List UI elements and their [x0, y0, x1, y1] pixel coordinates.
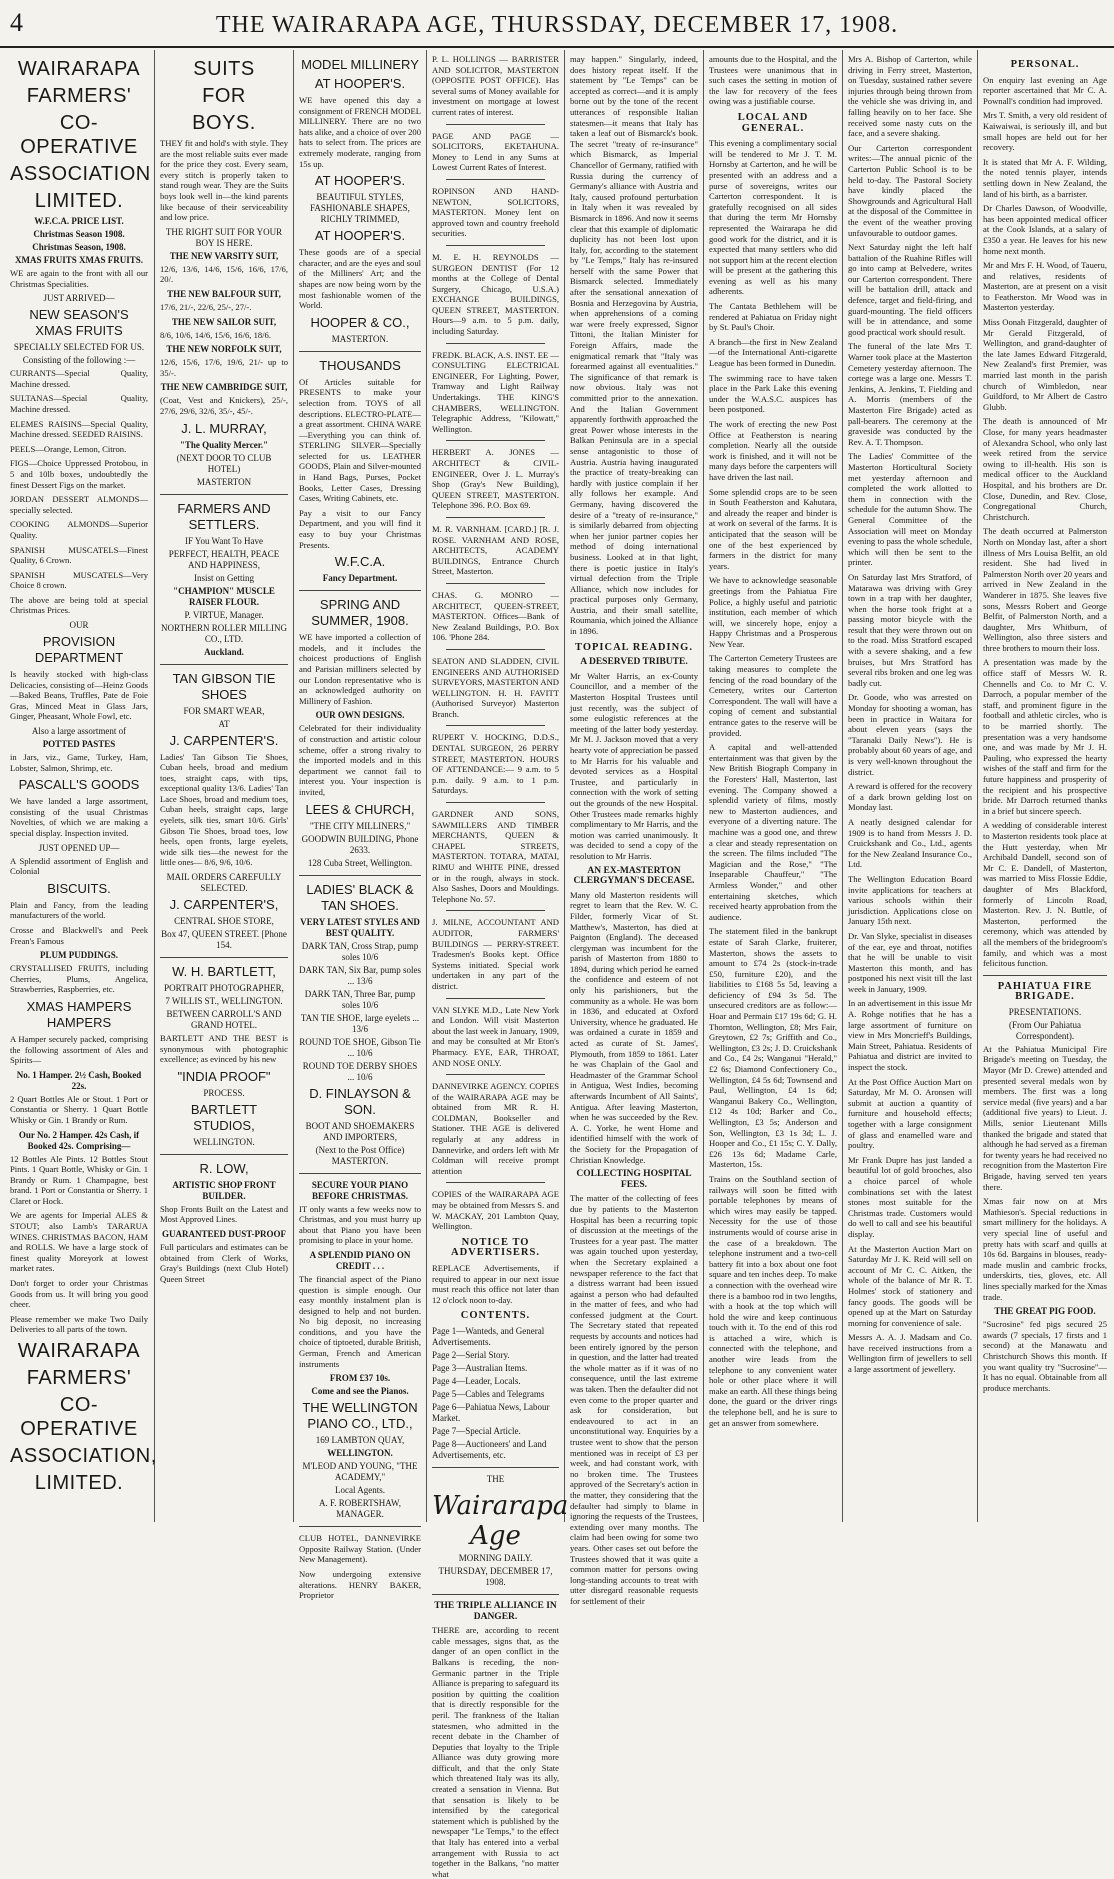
- finlayson-name: D. FINLAYSON & SON.: [309, 1085, 411, 1117]
- business-card: SEATON AND SLADDEN, CIVIL ENGINEERS AND AUTHORISED SURVEYORS, MASTERTON AND WELLINGTON. H. H. FAVITT (Authorised Surveyor) Masterton Branch.: [432, 655, 559, 719]
- divider: [160, 664, 288, 665]
- shoe-price-line: ROUND TOE DERBY SHOES ... 10/6: [302, 1060, 418, 1082]
- india-proof: "INDIA PROOF": [177, 1068, 271, 1084]
- suit-model-name: THE NEW SAILOR SUIT,: [171, 316, 277, 327]
- biscuits-text: Plain and Fancy, from the leading manufacturers of the world.: [10, 899, 148, 921]
- local-agents: Local Agents.: [335, 1485, 385, 1496]
- opened-label: JUST OPENED UP—: [38, 842, 120, 853]
- local-para: At the Post Office Auction Mart on Saturday, Mr M. O. Aronsen will submit at auction a quantity of furniture and household effects; together with a large consignment of glass and enamelled ware and poultry.: [848, 1076, 972, 1151]
- spring-text: WE have imported a collection of models, and it includes the choicest productions of English and Parisian milliners selected by our London representative who is an acknowledged authority on Millinery of Fashion.: [299, 632, 421, 706]
- notice-text: REPLACE Advertisements, if required to appear in our next issue must reach this office not later than 12 o'clock noon to-day.: [432, 1263, 559, 1305]
- shoe-price-line: DARK TAN, Three Bar, pump soles 10/6: [304, 988, 416, 1010]
- local-para: Dr. Van Slyke, specialist in diseases of the ear, eye and throat, notifies that he will be unable to visit Masterton this month, and has postponed his next visit till the last week in January, 1909.: [848, 930, 972, 994]
- hamper-1-items: 2 Quart Bottles Ale or Stout. 1 Port or Constantia or Sherry. 1 Quart Bottle Whisky or Gin. 1 Brandy or Rum.: [10, 1093, 148, 1125]
- divider: [299, 1173, 421, 1174]
- suit-model-prices: 12/6, 13/6, 14/6, 15/6, 16/6, 17/6, 20/.: [160, 263, 288, 285]
- fruit-item: COOKING ALMONDS—Superior Quality.: [10, 519, 148, 540]
- suit-model-prices: 8/6, 10/6, 14/6, 15/6, 16/6, 18/6.: [160, 329, 272, 340]
- above-text: The above are being told at special Christmas Prices.: [10, 594, 148, 616]
- designs-text: Celebrated for their individuality of construction and artistic colour scheme, offer a strong rivalry to the imported models and in this department we cannot fail to interest you. Your inspection is invited,: [299, 723, 421, 797]
- wfca-heading-line: WAIRARAPA: [17, 58, 141, 80]
- suits-heading-line: BOYS.: [192, 112, 256, 134]
- fruit-item: ELEMES RAISINS—Special Quality, Machine dressed. SEEDED RAISINS.: [10, 418, 148, 440]
- champion-flour: "CHAMPION" MUSCLE RAISER FLOUR.: [173, 585, 275, 607]
- portrait-line: PORTRAIT PHOTOGRAPHER,: [164, 983, 284, 994]
- business-card: M. E. H. REYNOLDS — SURGEON DENTIST (For 12 months at the College of Dental Surgery, Chicago, U.S.A.) EXCHANGE BUILDINGS, QUEEN STREET, MASTERTON. Hours—9 a.m. to 5 p.m. daily, including Saturday.: [432, 251, 559, 337]
- thousands-heading: THOUSANDS: [319, 357, 401, 373]
- presentations-heading: PRESENTATIONS.: [1008, 1006, 1082, 1017]
- fruit-item: SPANISH MUSCATELS—Finest Quality, 6 Crown.: [10, 544, 148, 566]
- fees-continued: amounts due to the Hospital, and the Trustees were unanimous that in such cases the setting in motion of the law for recovery of the fees owing was a justifiable course.: [709, 54, 837, 107]
- carpenter-name: J. CARPENTER'S,: [169, 897, 279, 913]
- local-para: The Wellington Education Board invite applications for teachers at various schools within their jurisdiction. Applications close on January 15th next.: [848, 873, 972, 927]
- process-label: PROCESS.: [203, 1087, 245, 1098]
- fruit-item: SULTANAS—Special Quality, Machine dressed.: [10, 393, 148, 414]
- column-6-local-general: [709, 54, 837, 1522]
- auckland-label: Auckland.: [204, 646, 244, 657]
- wfca-heading-line: ASSOCIATION: [10, 163, 151, 185]
- northern-mill: NORTHERN ROLLER MILLING CO., LTD.: [161, 622, 287, 644]
- model-millinery-heading: MODEL MILLINERY: [301, 57, 419, 72]
- local-para: Mrs A. Bishop of Carterton, while driving in Ferry street, Masterton, on Tuesday, sustained rather severe injuries through being thrown from the vehicle she was driving in, and falling heavily on to her face. She received some nasty cuts on the face, and a severe shaking.: [848, 54, 972, 139]
- perfect-line: PERFECT, HEALTH, PEACE AND HAPPINESS,: [168, 548, 280, 570]
- pig-food-text: "Sucrosine" fed pigs secured 25 awards (7 specials, 17 firsts and 1 second) at the Manawatu and Christchurch Shows this month. If you want quality try "Sucrosine"—It has no equal. Obtainable from all produce merchants.: [983, 1319, 1107, 1393]
- divider: [446, 517, 545, 518]
- just-arrived: JUST ARRIVED—: [43, 293, 115, 304]
- local-para: In an advertisement in this issue Mr A. Rohge notifies that he has a large assortment of furniture on view in Mrs Moncrieff's Buildings, Main Street, Pahiatua. Residents of Pahiatua and district are invited to inspect the stock.: [848, 998, 972, 1073]
- cuba-line: 128 Cuba Street, Wellington.: [307, 857, 413, 868]
- splendid-text: A Splendid assortment of English and Colonial: [10, 855, 148, 877]
- local-para: Some splendid crops are to be seen in South Featherston and Kahutara, and already the reaper and binder is at work on several of the farms. It is anticipated that the season will be one of the best experienced by farmers in the district for many years.: [709, 486, 837, 571]
- wellington-piano-co: THE WELLINGTON PIANO CO., LTD.,: [302, 1400, 418, 1432]
- fruit-item: SPANISH MUSCATELS—Very Choice 8 crown.: [10, 569, 148, 591]
- dont-forget: Don't forget to order your Christmas Goods from us. It will bring you good cheer.: [10, 1278, 148, 1310]
- divider: [446, 1182, 545, 1183]
- local-general-heading: LOCAL AND GENERAL.: [737, 111, 809, 134]
- personal-para: Mrs T. Smith, a very old resident of Kaiwaiwai, is seriously ill, and but small hopes are held out for her recovery.: [983, 110, 1107, 153]
- divider: [446, 998, 545, 999]
- city-milliners: "THE CITY MILLINERS,": [309, 820, 411, 831]
- suits-heading-line: SUITS: [193, 58, 255, 80]
- local-para: A branch—the first in New Zealand —of the International Anti-cigarette League has been formed in Dunedin.: [709, 336, 837, 369]
- clergy-heading: AN EX-MASTERTON CLERGYMAN'S DECEASE.: [573, 865, 695, 887]
- at-label: AT: [218, 718, 230, 729]
- divider: [432, 1467, 559, 1468]
- local-para: The Carterton Cemetery Trustees are taking measures to complete the fencing of the road boundary of the Cemetery, writes our Carterton Correspondent. The wall will have a coping of cement and substantial entrance gates to the reserve will be provided.: [709, 653, 837, 738]
- willis-line: 7 WILLIS ST., WELLINGTON.: [165, 996, 283, 1007]
- divider: [299, 590, 421, 591]
- divider: [446, 343, 545, 344]
- biscuits-heading: BISCUITS.: [47, 880, 111, 896]
- business-card: PAGE AND PAGE — SOLICITORS, EKETAHUNA. Money to Lend in any Sums at Lowest Current Rates of Interest.: [432, 130, 559, 173]
- mail-orders: MAIL ORDERS CAREFULLY SELECTED.: [166, 872, 282, 894]
- credit-text: The financial aspect of the Piano question is simple enough. Our easy monthly instalment plan is designed to help and not burden. No big deposit, no increasing conditions, and you have the choice of tiptoeted, durable British, German, French and American instruments: [299, 1273, 421, 1369]
- contents-item: Page 1—Wanteds, and General Advertisements.: [432, 1325, 545, 1347]
- business-card: COPIES of the WAIRARAPA AGE may be obtained from Messrs S. and W. MACKAY, 201 Lambton Quay, Wellington.: [432, 1189, 559, 1232]
- fees-text: The matter of the collecting of fees due by patients to the Masterton Hospital has been a recurring topic of discussion at the meetings of the Trustees for a year past. The matter was again touched upon yesterday, when the Secretary explained a newspaper reference to the fact that a distress warrant had been issued against a person who had defaulted in the matter of fees, and who had confessed judgment at the Court. The Secretary stated that repeated requests by accounts and notices had been entirely ignored by the person in question, and the latter had treated the whole matter as if it was of no consequence, until the last extreme was taken. Then the defaulter did not even come to the proper quarter and ask for consideration, but endeavoured to act in an unconstitutional way. Enquiries by a trustee went to show that the person mentioned was in receipt of £3 per week, and had constant work, with no broken time. The Trustees approved of the Secretary's action in the matter, they considering that the defaulter had simply to blame in ignoring the requests of the Trustees, extending over many months. The claim had been owing for some two years. Other cases set out before the Trustees showed that it was quite a common matter for persons owing long-standing accounts to treat with utter disregard reasonable requests for settlement of their: [570, 1193, 698, 1606]
- column-rule: [564, 50, 565, 1522]
- local-para: The statement filed in the bankrupt estate of Sarah Clarke, fruiterer, Masterton, shows the assets to amount to £74 2s (stock-in-trade £50, furniture £20), and the liabilities to £168 5s 5d, leaving a deficiency of £94 3s 5d. The unsecured creditors are as follow:—Hoar and Permain £17 19s 6d; G. H. Thornton, Wellington, £8; Mrs Fair, Greytown, £2 7s; Griffith and Co., Wellington, £3 2s; J. D. Cruickshank and Co., £4 2s; Wanganui "Herald," £2 6s; Diamond Confectionery Co., Wellington, £4 5s 6d; Townsend and Paul, Wellington, £4 1s 6d; Wanganui Bakery Co., Wellington, £12 4s 10d; Barker and Co., Wellington, £3 5s; Anderson and Son, Wellington, £3 1s 3d; L. J. Hooper and Co., £1 15s; C. Y. Dally, £26 13s 6d; Madame Carle, Masterton, 15s.: [709, 926, 837, 1170]
- local-para: This evening a complimentary social will be tendered to Mr J. T. M. Hornsby at Carterton, and he will be presented with an address and a purse of sovereigns, writes our Carterton correspondent. It is gratefully recognised on all sides that during the term Mr Hornsby represented the Wairarapa he did good work for the district, and it is expected that many settlers who did not support him at the recent election will be present at the gathering this evening as well as his many adherents.: [709, 138, 837, 297]
- notice-heading: NOTICE TO ADVERTISERS.: [451, 1236, 540, 1259]
- business-card: CHAS. G. MONRO — ARCHITECT, QUEEN-STREET, MASTERTON. Offices—Bank of New Zealand Buildings, P.O. Box 106. 'Phone 284.: [432, 589, 559, 643]
- issue-date: THURSDAY, DECEMBER 17, 1908.: [438, 1565, 553, 1587]
- wellington-label: WELLINGTON.: [193, 1136, 255, 1147]
- wfca-heading-line: LIMITED.: [34, 190, 124, 212]
- local-para: At the Masterton Auction Mart on Saturday Mr J. K. Reid will sell on account of Mr C. C. Aitken, the whole of the balance of Mr R. T. Holmes' stock of stationery and fancy goods. The goods will be opened up at the Mart on Saturday morning for convenience of sale.: [848, 1243, 972, 1328]
- local-para: Our Carterton correspondent writes:—The annual picnic of the Carterton Public School is to be held to-day. The Pastoral Society have kindly placed the Showgrounds and Agricultural Hall at the disposal of the Committee in the event of the weather proving unfavourable to outdoor games.: [848, 142, 972, 238]
- business-card: VAN SLYKE M.D., Late New York and London. Will visit Masterton about the last week in January, 1909, and may be consulted at Mr Eton's Pharmacy. EYE, EAR, THROAT, AND NOSE ONLY.: [432, 1004, 559, 1068]
- splendid-piano: A SPLENDID PIANO ON CREDIT . . .: [309, 1249, 411, 1271]
- local-para: Mr Frank Dupre has just landed a beautiful lot of gold brooches, also a choice parcel of whole combinations set with the latest stones most suitable for the Christmas trade. Customers would do well to call and see his beautiful display.: [848, 1154, 972, 1239]
- full-particulars: Full particulars and estimates can be obtained from Clerk of Works, Gray's Buildings (next Club Hotel) Queen Street: [160, 1242, 288, 1284]
- designs-heading: OUR OWN DESIGNS.: [315, 710, 405, 721]
- latest-styles: VERY LATEST STYLES AND BEST QUALITY.: [300, 916, 420, 938]
- personal-para: A presentation was made by the office staff of Messrs W. R. Chennells and Co. to Mr C. V. Darroch, a popular member of the staff, and prominent figure in the football and athletic circles, who is to be married shortly. The presentation was a very handsome one, and was made by Mr J. H. Pauling, who expressed the hearty wishes of the staff and firm for the future happiness and prosperity of the recipient and his prospective bride. Mr Darroch returned thanks in a brief but sincere speech.: [983, 657, 1107, 816]
- wfca-footer-line: ASSOCIATION,: [10, 1445, 157, 1467]
- specially-selected: SPECIALLY SELECTED FOR US.: [13, 342, 145, 353]
- local-para: The work of erecting the new Post Office at Featherston is nearing completion. Nearly all the outside work is finished, and it will not be many days before the carpenters will have driven the last nail.: [709, 419, 837, 482]
- next-door: (NEXT DOOR TO CLUB HOTEL): [176, 452, 272, 474]
- business-card: GARDNER AND SONS, SAWMILLERS AND TIMBER MERCHANTS, QUEEN & CHAPEL STREETS, MASTERTON. TOTARA, MATAI, RIMU and WHITE PINE, dressed or in the rough, always in stock. Also Sashes, Doors and Mouldings. Telephone No. 57.: [432, 809, 559, 904]
- wfca-footer-line: FARMERS': [26, 1367, 132, 1389]
- personal-para: Dr Charles Dawson, of Woodville, has been appointed medical officer at the Cook Islands, at a salary of £350 a year. He leaves for his new home next month.: [983, 203, 1107, 256]
- price-list-heading: W.F.C.A. PRICE LIST.: [34, 216, 124, 226]
- pascall-heading: PASCALL'S GOODS: [18, 777, 140, 793]
- shoe-price-line: DARK TAN, Six Bar, pump soles ... 13/6: [299, 964, 422, 986]
- suit-model-name: THE NEW NORFOLK SUIT,: [166, 344, 282, 355]
- next-post: (Next to the Post Office) MASTERTON.: [315, 1144, 405, 1166]
- business-card: DANNEVIRKE AGENCY. COPIES of the WAIRARAPA AGE may be obtained from MR R. H. COLDMAN, Bookseller and Stationer. THE AGE is delivered regularly at any address in Dannevirke, and orders left with Mr Coldman will receive prompt attention: [432, 1081, 559, 1176]
- morning-daily: MORNING DAILY.: [458, 1552, 533, 1563]
- column-rule: [426, 50, 427, 1522]
- suit-model-name: THE NEW CAMBRIDGE SUIT,: [160, 382, 288, 393]
- carpenter-name: J. CARPENTER'S.: [169, 732, 279, 748]
- hamper-2-items: 12 Bottles Ale Pints. 12 Bottles Stout Pints. 1 Quart Bottle, Whisky or Gin. 1 Brandy or Rum. 1 Champagne, best brand. 1 Port or Constantia or Sherry. 1 Claret or Hock.: [10, 1153, 148, 1206]
- column-7-local-continued: [848, 54, 972, 1522]
- guaranteed-line: GUARANTEED DUST-PROOF: [162, 1229, 286, 1239]
- local-para: We have to acknowledge seasonable greetings from the Pahiatua Fire Police, a highly useful and patriotic institution, each member of which will, we sincerely hope, enjoy a Happy Christmas and a Prosperous New Year.: [709, 575, 837, 649]
- local-para: A capital and well-attended entertainment was that given by the New British Biograph Company in the Foresters' Hall, Masterton, last evening. The Company showed a splendid variety of films, mostly new to Masterton audiences, and everyone of a diverting nature. The machine was a good one, and threw a clear and steady representation on the screen. The films included "The Magician and the Rose," "The Inseparable Chauffeur," "The Armless Wonder," and other entertaining sketches, which received hearty approbation from the audience.: [709, 742, 837, 922]
- wfca-heading-line: FARMERS': [26, 85, 132, 107]
- fruit-item: FIGS—Choice Uppressed Protobou, in 5 and 10lb boxes, undoubtedly the finest Dessert Figs on the market.: [10, 458, 148, 490]
- local-para: The funeral of the late Mrs T. Warner took place at the Masterton Cemetery yesterday afternoon. The cortege was a large one. Messrs T. Jenkins, A. Jenkins, T. Fielding and A. Morris (members of the Masterton Fire Brigade) acted as pall-bearers. The ceremony at the graveside was conducted by the Rev. A. T. Thompson.: [848, 341, 972, 447]
- farmers-heading: FARMERS AND SETTLERS.: [177, 500, 271, 532]
- local-para: The swimming race to have taken place in the Park Lake this evening under the W.A.S.C. auspices has been postponed.: [709, 372, 837, 415]
- contents-item: Page 4—Leader, Locals.: [432, 1375, 521, 1386]
- best-text: BARTLETT AND THE BEST is synonymous with photographic excellence; as evinced by his new: [160, 1033, 288, 1065]
- xmas-fruits-line: XMAS FRUITS XMAS FRUITS.: [14, 255, 143, 265]
- season-line: Christmas Season, 1908.: [32, 242, 126, 252]
- artistic-line: ARTISTIC SHOP FRONT BUILDER.: [172, 1179, 276, 1201]
- smart-wear: FOR SMART WEAR,: [183, 705, 265, 716]
- carpenter-text: Ladies' Tan Gibson Tie Shoes, Cuban heels, broad and medium toes, straight caps, with tips, exceptional quality 13/6. Ladies' Tan Lace Shoes, broad and medium toes, Cuban heels, straight caps, large eyelets, silk ties, smart 10/6. Girls' Gibson Tie Shoes, broad toes, low heels, open fronts, large eyelets, wide silk ties—the newest for the little ones— 8/6, 9/6, 10/6.: [160, 751, 288, 868]
- clergy-text: Many old Masterton residents will regret to learn that the Rev. W. C. Filder, formerly Vicar of St. Matthew's, Masterton, has died at Paignton (England). The deceased clergyman was incumbent for the parish of Masterton from 1880 to 1894, during which period he earned the confidence and esteem of not only his parishioners, but the community as a whole. He was born in 1836, and educated at Oxford University, whence he graduated. He was ordained a curate in 1859 and acted as curate of St. James', Plymouth, from 1859 to 1861. Later he was Chaplain of the Gaol and Headmaster of the Grammar School in Antigua, West Indies, becoming afterwards Incumbent of All Saints', Antigua. After leaving Masterton, when he was succeeded by the Rev. A. C. Yorke, he went Home and identified himself with the work of the Society for the Propagation of Christian Knowledge.: [570, 889, 698, 1165]
- agents-text: We are agents for Imperial ALES & STOUT; also Lamb's TARARUA WINES. CHRISTMAS BACON, HAM and ROLLS. We have a large stock of finest quality Moreyork at lowest market rates.: [10, 1210, 148, 1274]
- column-4-cards-editorial: [432, 54, 569, 1879]
- secure-piano-heading: SECURE YOUR PIANO BEFORE CHRISTMAS.: [311, 1179, 409, 1201]
- column-rule: [977, 50, 978, 1522]
- divider: [299, 1526, 421, 1527]
- fancy-department: Fancy Department.: [322, 573, 398, 584]
- personal-para: On enquiry last evening an Age reporter ascertained that Mr C. A. Pownall's condition had improved.: [983, 74, 1107, 106]
- plum-heading: PLUM PUDDINGS.: [40, 950, 118, 961]
- divider: [983, 975, 1107, 976]
- page-number: 4: [10, 8, 23, 37]
- triple-alliance-continued: may happen." Singularly, indeed, does history repeat itself. If the statement by "Le Temps" can be accepted as correct—and it is amply borne out by the tone of the recent utterances of responsible Italian statesmen—it means that Italy has taken a leaf out of Bismarck's book. The secret "treaty of re-insurance" which Bismarck, as Imperial Chancellor of Germany, ratified with Russia during the currency of Germany's alliance with Austria and Italy, caused profound perturbation in Italy when it was revealed by Bismarck in 1896. And now it seems clear that this example of diplomatic duplicity has not been lost upon Italy, for, according to the statement by "Le Temps," Italy has re-insured herself with the same Power that Bismarck selected. Immediately after the sensational annexation of Bosnia and Herzegovina by Austria, when apprehensions of a coming war were freely expressed, Signor Tittoni, the Italian Minister for Foreign Affairs, made the enigmatical remark that "Italy was forearmed against all eventualities." The significance of that remark is now obvious. Italy was not committed prior to the annexation. And the Italian Government apparently forthwith approached the great Power whose interests in the Balkan Peninsula are in a special sense antagonistic to those of Austria. Austria having inaugurated the practice of treaty-breaking can hardly with justice complain if her ally follows her example. And Germany, having discovered the desire of a "treaty of re-insurance," is similarly debarred from objecting when her junior partner copies her method of doing international business. Looked at in that light, there is poetic justice in Italy's virtual defection from the Triple Alliance, which now includes for practical purposes only Germany, Austria, and their small satellite, Roumania, which joined the Alliance in 1896.: [570, 54, 698, 637]
- divider: [446, 179, 545, 180]
- goodwin-line: GOODWIN BUILDING, Phone 2633.: [301, 833, 419, 855]
- divider: [446, 440, 545, 441]
- local-para: The Cantata Bethlehem will be rendered at Pahiatua on Friday night by St. Paul's Choir.: [709, 301, 837, 333]
- deserved-heading: A DESERVED TRIBUTE.: [580, 657, 688, 668]
- suit-model-prices: (Coat, Vest and Knickers), 25/-, 27/6, 29/6, 32/6, 35/-, 45/-.: [160, 395, 288, 416]
- new-season-heading: NEW SEASON'S XMAS FRUITS: [29, 307, 129, 339]
- shoe-price-line: ROUND TOE SHOE, Gibson Tie ... 10/6: [299, 1036, 421, 1058]
- contents-heading: CONTENTS.: [460, 1310, 531, 1322]
- personal-para: A wedding of considerable interest to Masterton residents took place at the Hutt yesterday, when Mr Archibald Dandell, second son of Mr C. E. Dandell, of Masterton, was married to Miss Flossie Eddie, daughter of Mrs Blackford, formerly of Lincoln Road, Masterton. Rev. J. N. Buttle, of Masterton, performed the ceremony, which was attended by all the members of the bridegroom's family, and which was a most felicitous function.: [983, 820, 1107, 969]
- personal-heading: PERSONAL.: [1010, 59, 1080, 70]
- wfca-footer-line: LIMITED.: [34, 1472, 124, 1494]
- personal-para: Miss Oonah Fitzgerald, daughter of Mr Gerald Fitzgerald, of Wellington, and grand-daughter of the late James Edward Fitzgerald, New Zealand's first Premier, was married last month in the parish church of Wimbledon, near Guildford, to Mr Albert de Castro Glubb.: [983, 317, 1107, 412]
- come-see: Come and see the Pianos.: [311, 1386, 409, 1397]
- local-para: A neatly designed calendar for 1909 is to hand from Messrs J. D. Cruickshank and Co., Ltd., agents for the New Zealand Insurance Co., Ltd.: [848, 816, 972, 870]
- divider: [446, 1074, 545, 1075]
- wfca-label: W.F.C.A.: [334, 554, 386, 570]
- tan-shoes-heading: TAN GIBSON TIE SHOES: [172, 670, 276, 702]
- triple-alliance-heading: THE TRIPLE ALLIANCE IN DANGER.: [434, 1600, 557, 1622]
- masthead: [0, 0, 1114, 48]
- masterton-label: MASTERTON.: [331, 333, 389, 344]
- right-suit: THE RIGHT SUIT FOR YOUR BOY IS HERE.: [165, 226, 283, 248]
- at-hoopers: AT HOOPER'S.: [314, 228, 406, 244]
- business-card: RUPERT V. HOCKING, D.D.S., DENTAL SURGEON, 26 PERRY STREET, MASTERTON. HOURS OF ATTENDANCE:— 9 a.m. to 5 p.m. daily. 9 a.m. to 1 p.m. Saturdays.: [432, 732, 559, 796]
- hamper-2: Our No. 2 Hamper. 42s Cash, if Booked 42s. Comprising—: [18, 1129, 140, 1151]
- intro-text: WE are again to the front with all our Christmas Specialities.: [10, 268, 148, 289]
- column-rule: [154, 50, 155, 1522]
- season-line: Christmas Season 1908.: [33, 229, 125, 239]
- business-card: ROPINSON AND HAND-NEWTON, SOLICITORS, MASTERTON. Money lent on approved town and country freehold securities.: [432, 185, 559, 239]
- divider: [446, 649, 545, 650]
- potted-text: in Jars, viz., Game, Turkey, Ham, Lobster, Salmon, Shrimp, etc.: [10, 752, 148, 773]
- contents-item: Page 2—Serial Story.: [432, 1349, 510, 1360]
- potted-intro: Also a large assortment of: [31, 726, 127, 737]
- divider: [446, 802, 545, 803]
- fruit-item: CURRANTS—Special Quality, Machine dressed.: [10, 368, 148, 389]
- bartlett-name: W. H. BARTLETT,: [172, 964, 276, 980]
- divider: [446, 910, 545, 911]
- deserved-text: Mr Walter Harris, an ex-County Councillor, and a member of the Masterton Hospital Trustees until just recently, was the subject of some eulogistic references at the meeting of the latter body yesterday. Mr M. J. Jackson moved that a very hearty vote of appreciation be passed to Mr Harris for his valuable and devoted services as a Hospital Trustee, and particularly in connection with the work of setting out the grounds of the new Hospital. Other Trustees made remarks highly complimentary to Mr Harris, and the motion was carried unanimously. It was decided to send a copy of the resolution to Mr Harris.: [570, 670, 698, 861]
- divider: [160, 1154, 288, 1155]
- divider: [446, 124, 545, 125]
- masterton-label: MASTERTON: [196, 476, 252, 487]
- local-para: A reward is offered for the recovery of a dark brown gelding lost on Monday last.: [848, 781, 972, 813]
- robertshaw: A. F. ROBERTSHAW, MANAGER.: [319, 1498, 401, 1520]
- local-para: Messrs A. A. J. Madsam and Co. have received instructions from a Wellington firm of jewellers to sell a large assortment of jewellery.: [848, 1332, 972, 1375]
- suit-model-prices: 17/6, 21/-, 22/6, 25/-, 27/-.: [160, 301, 252, 312]
- provision-heading: PROVISION DEPARTMENT: [34, 634, 124, 666]
- wfca-footer-line: CO-OPERATIVE: [20, 1394, 138, 1440]
- boot-line: BOOT AND SHOEMAKERS AND IMPORTERS,: [305, 1120, 415, 1142]
- divider: [446, 583, 545, 584]
- beautiful-styles: BEAUTIFUL STYLES, FASHIONABLE SHAPES, RICHLY TRIMMED,: [310, 192, 410, 225]
- murray-name: J. L. MURRAY,: [181, 420, 267, 436]
- fruit-item: PEELS—Orange, Lemon, Citron.: [10, 443, 127, 454]
- business-card: J. MILNE, ACCOUNTANT AND AUDITOR, FARMERS' BUILDINGS — PERRY-STREET. Tradesmen's Books kept. Office Systems initiated. Special work undertaken in any part of the district.: [432, 917, 559, 991]
- quality-mercer: "The Quality Mercer.": [179, 439, 269, 450]
- want-line: IF You Want To Have: [184, 535, 264, 546]
- insist-line: Insist on Getting: [194, 572, 254, 583]
- wfca-heading-line: CO-OPERATIVE: [20, 112, 138, 158]
- paper-nameplate: Wairarapa Age: [432, 1490, 569, 1551]
- local-para: Trains on the Southland section of railways will soon be fitted with portable telephones by means of which wires may easily be tapped. Necessity for the use of those instruments would of course arise in the case of a breakdown. The telephone instrument and a two-cell battery fit into a box about one foot square and ten inches deep. To make a connection with the overhead wire there is a bamboo rod in two lengths, with a hook at the top which will hold the wire and keep continuous touch with it. To the end of this rod is attached a wire, which is connected with the telephone, and another wire leads from the telephone to any convenient water hole or other place where it will make an earth. All these things being done, the guard or the driver rings the telephone bell, and he is sure to get an answer from somewhere.: [709, 1173, 837, 1428]
- column-2-adverts: [160, 54, 288, 1522]
- hamper-text: A Hamper securely packed, comprising the following assortment of Ales and Spirits—: [10, 1033, 148, 1066]
- suit-model-name: THE NEW VARSITY SUIT,: [169, 250, 279, 261]
- box-line: Box 47, QUEEN STREET. [Phone 154.: [161, 929, 287, 951]
- local-para: The Ladies' Committee of the Masterton Horticultural Society met yesterday afternoon and completed the work allotted to them in connection with the schedule for the autumn Show. The General Committee of the Association will meet on Monday evening to pass the whole schedule, which will then be sent to the printer.: [848, 451, 972, 568]
- column-8-personal: [983, 54, 1107, 1522]
- business-card: HERBERT A. JONES — ARCHITECT & CIVIL-ENGINEER, Over J. L. Murray's Shop (Gray's New Building), QUEEN STREET, MASTERTON. Telephone 396. P.O. Box 69.: [432, 447, 559, 511]
- thousands-text: Of Articles suitable for PRESENTS to make your selection from. TOYS of all descriptions. ELECTRO-PLATE—a great assortment. CHINA WARE—Everything you can think of. STERLING SILVER—Specially selected for us. LEATHER GOODS, Plain and Silver-mounted in Hand Bags, Purses, Pocket Books, Letter Cases, Dressing Cases, Writing Cabinets, etc.: [299, 376, 421, 504]
- contents-item: Page 6—Pahiatua News, Labour Market.: [432, 1401, 550, 1423]
- shop-fronts: Shop Fronts Built on the Latest and Most Approved Lines.: [160, 1203, 288, 1225]
- hamper-1: No. 1 Hamper. 2½ Cash, Booked 22s.: [16, 1069, 142, 1091]
- column-3-adverts: [299, 54, 422, 1601]
- at-hoopers: AT HOOPER'S.: [314, 76, 406, 91]
- pig-food-heading: THE GREAT PIG FOOD.: [994, 1306, 1096, 1317]
- personal-para: The death occurred at Palmerston North on Monday last, after a short illness of Mrs Louisa Belfit, an old resident. She had lived in Palmerston North over 20 years and arrived in New Zealand in the Wanderer in 1875. She leaves five sons, Messrs Robert and George Belfit, of Palmerston North, and a daughter, Mrs Whitburn, of Wellington, also three sisters and three brothers to mourn their loss.: [983, 526, 1107, 653]
- wellington-label: WELLINGTON.: [327, 1448, 393, 1459]
- fees-heading: COLLECTING HOSPITAL FEES.: [576, 1169, 692, 1190]
- fire-text: At the Pahiatua Municipal Fire Brigade's meeting on Tuesday, the Mayor (Mr D. Crewe) attended and presented several medals won by members. The first was a long service medal (five years) and a bar (additional five years) to Lieut. J. Mills, senior Lieutenant Mills thanked the brigade and stated that although he had served as a fireman for twenty years he had received no recognition from the Masterton Fire Brigade, having served ten years there.: [983, 1043, 1107, 1192]
- divider: [299, 351, 421, 352]
- secure-text: IT only wants a few weeks now to Christmas, and you must hurry up about that Piano you have been promising to place in your home.: [299, 1203, 421, 1246]
- lees-church: LEES & CHURCH,: [305, 801, 415, 817]
- wfca-footer-line: WAIRARAPA: [17, 1340, 141, 1362]
- divider: [446, 725, 545, 726]
- paper-the: THE: [486, 1473, 505, 1484]
- divider: [160, 957, 288, 958]
- bartlett-studios: BARTLETT STUDIOS,: [190, 1101, 258, 1133]
- pascall-text: We have landed a large assortment, consisting of the usual Christmas Novelties, of which we are making a special display. Inspection invited.: [10, 796, 148, 838]
- topical-heading: TOPICAL READING.: [575, 641, 693, 653]
- business-card: M. R. VARNHAM. [CARD.] [R. J. ROSE. VARNHAM AND ROSE, ARCHITECTS, ACADEMY BUILDINGS, Entrance Church Street, Masterton.: [432, 523, 559, 577]
- local-para: Dr. Goode, who was arrested on Monday for shooting a woman, has been in practice in Waitara for about eleven years (says the "Taranaki Daily News"). He is probably about 60 years of age, and is very well-known throughout the district.: [848, 692, 972, 777]
- business-card: FREDK. BLACK, A.S. INST. EE — CONSULTING ELECTRICAL ENGINEER, For Lighting, Power, Tramway and Light Railway Undertakings. THE KING'S CHAMBERS, WELLINGTON. Telegraphic Address, "Kilowatt," Wellington.: [432, 349, 559, 434]
- contents-item: Page 8—Auctioneers' and Land Advertisements, etc.: [432, 1438, 547, 1460]
- low-name: R. LOW,: [199, 1160, 249, 1176]
- hampers-heading: XMAS HAMPERS HAMPERS: [26, 998, 132, 1030]
- hooper-co: HOOPER & CO.,: [310, 314, 410, 330]
- column-rule: [842, 50, 843, 1522]
- suit-model-prices: 12/6, 15/6, 17/6, 19/6, 21/- up to 35/-.: [160, 357, 288, 378]
- personal-para: Mr and Mrs F. H. Wood, of Taueru, and relatives, residents of Masterton, are at present on a visit to Featherston. Mr Wood was in Masterton yesterday.: [983, 260, 1107, 313]
- lambton-quay: 169 LAMBTON QUAY,: [315, 1435, 405, 1446]
- contents-item: Page 3—Australian Items.: [432, 1362, 528, 1373]
- local-para: Next Saturday night the left half battalion of the Ruahine Rifles will go into camp at Belvedere, writes our Carterton correspondent. There will be battalion drill, attack and defence, target and field-firing, and guard-mounting. The field officers will be in attendance, and some good practical work should result.: [848, 242, 972, 337]
- shoe-price-line: TAN TIE SHOE, large eyelets ... 13/6: [300, 1012, 420, 1034]
- potted-heading: POTTED PASTES: [42, 739, 116, 750]
- suit-model-name: THE NEW BALFOUR SUIT,: [167, 288, 281, 299]
- column-rule: [703, 50, 704, 1522]
- triple-alliance-text: THERE are, according to recent cable messages, signs that, as the danger of an open conflict in the Balkans is receding, the non-Germanic partner in the Triple Alliance is preparing to safeguard its position by quitting the coalition that is directly responsible for the peril. The frankness of the Italian statesmen, who admitted in the recent debate in the Chamber of Deputies that loyalty to the Triple Alliance was duty growing more difficult, and that the only State which threatened Italy was its ally, created a sensation in Vienna. But that sensation is likely to be intensified by the categorical statement which is published by the newspaper "Le Temps," to the effect that Italy has entered into a verbal arrangement with Russia to act together in the Balkans, "no matter what: [432, 1625, 559, 1879]
- column-5-articles: [570, 54, 698, 1606]
- fire-brigade-heading: PAHIATUA FIRE BRIGADE.: [997, 980, 1093, 1003]
- goods-text: These goods are of a special character, and are the eyes and soul of the Milliners' Art; and the shapes are now being worn by the most fashionable women of the World.: [299, 247, 421, 311]
- business-card: P. L. HOLLINGS — BARRISTER AND SOLICITOR, MASTERTON (OPPOSITE POST OFFICE). Has several sums of Money available for investment on mortgage at lowest current rates of interest.: [432, 54, 559, 117]
- pay-visit: Pay a visit to our Fancy Department, and you will find it easy to buy your Christmas Presents.: [299, 507, 421, 550]
- local-para: On Saturday last Mrs Stratford, of Matarawa was driving with Grey town in a trap with her daughter, when the horse took fright at a passing motor bicycle with the result that they were thrown out on to the road. Miss Stratford escaped with a severe shaking, and a few bruises, but Mrs Stratford has several ribs broken and one leg was badly cut.: [848, 571, 972, 688]
- from-correspondent: (From Our Pahiatua Correspondent).: [1009, 1019, 1081, 1041]
- newspaper-title: THE WAIRARAPA AGE, THURSSDAY, DECEMBER 17, 1908.: [215, 12, 899, 38]
- from-price: FROM £37 10s.: [329, 1373, 391, 1384]
- spring-heading: SPRING AND SUMMER, 1908.: [311, 597, 409, 629]
- divider: [432, 1594, 559, 1595]
- fruit-item: JORDAN DESSERT ALMONDS—specially selected.: [10, 494, 148, 515]
- ladies-shoes-heading: LADIES' BLACK & TAN SHOES.: [306, 881, 414, 913]
- consisting: Consisting of the following :—: [22, 355, 136, 366]
- personal-para: It is stated that Mr A. F. Wilding, the noted tennis player, intends settling down in New Zealand, the land of his birth, as a barrister.: [983, 156, 1107, 199]
- virtue-manager: P. VIRTUE, Manager.: [184, 609, 264, 620]
- our-label: OUR: [69, 620, 89, 631]
- column-1-wfca-advert: [10, 54, 157, 1522]
- model-text: WE have opened this day a consignment of FRENCH MODEL MILLINERY. There are no two hats alike, and a choice of over 200 hats to select from. The prices are extremely moderate, ranging from 15s up.: [299, 95, 421, 169]
- suits-heading-line: FOR: [202, 85, 246, 107]
- mcleod-young: M'LEOD AND YOUNG, "THE ACADEMY,": [302, 1461, 418, 1483]
- central-store: CENTRAL SHOE STORE,: [174, 916, 274, 927]
- provision-text: Is heavily stocked with high-class Delicacies, consisting of—Heinz Goods—Baked Beans, Truffles, Pate de Foie Gras, Minced Meat in Glass Jars, Ginger, Pheasant, Whole Fowl, etc.: [10, 669, 148, 722]
- contents-item: Page 5—Cables and Telegrams: [432, 1388, 545, 1399]
- suits-text: THEY fit and hold's with style. They are the most reliable suits ever made for the price they cost. Every seam, every stitch is properly taken to stand rough wear. They are the Suits boys look well in—the kind parents like because of their serviceability and low price.: [160, 138, 288, 223]
- please-remember: Please remember we make Two Daily Deliveries to all parts of the town.: [10, 1313, 148, 1335]
- divider: [299, 875, 421, 876]
- club-text: Now undergoing extensive alterations. HENRY BAKER, Proprietor: [299, 1569, 421, 1601]
- divider: [446, 245, 545, 246]
- shoe-price-line: DARK TAN, Cross Strap, pump soles 10/6: [301, 940, 419, 962]
- at-hoopers: AT HOOPER'S.: [314, 173, 406, 189]
- personal-para: The death is announced of Mr Close, for many years headmaster of Alexandra School, who only last week retired from the service owing to ill-health. His son is medical officer to the Auckland Hospital, and his brothers are Dr. Close, Dunedin, and Rev. Close, Congregational Church, Christchurch.: [983, 416, 1107, 522]
- contents-item: Page 7—Special Article.: [432, 1425, 521, 1436]
- club-hotel: CLUB HOTEL, DANNEVIRKE Opposite Railway Station. (Under New Management).: [299, 1533, 421, 1565]
- cross-text: Crosse and Blackwell's and Peek Frean's Famous: [10, 924, 148, 946]
- between-line: BETWEEN CARROLL'S AND GRAND HOTEL.: [166, 1009, 282, 1031]
- xmas-fair-note: Xmas fair now on at Mrs Mathieson's. Special reductions in smart millinery for the holidays. A very special line of useful and pretty hats with scarf and quills at 10s 6d. Bargains in blouses, ready-made muslin and cambric frocks, underskirts, ties, gloves, etc. All lines specially marked for the Xmas trade.: [983, 1196, 1107, 1302]
- column-rule: [293, 50, 294, 1522]
- crystallised-text: CRYSTALLISED FRUITS, including Cherries, Plums, Angelica, Strawberries, Raspberries, etc.: [10, 963, 148, 995]
- divider: [160, 494, 288, 495]
